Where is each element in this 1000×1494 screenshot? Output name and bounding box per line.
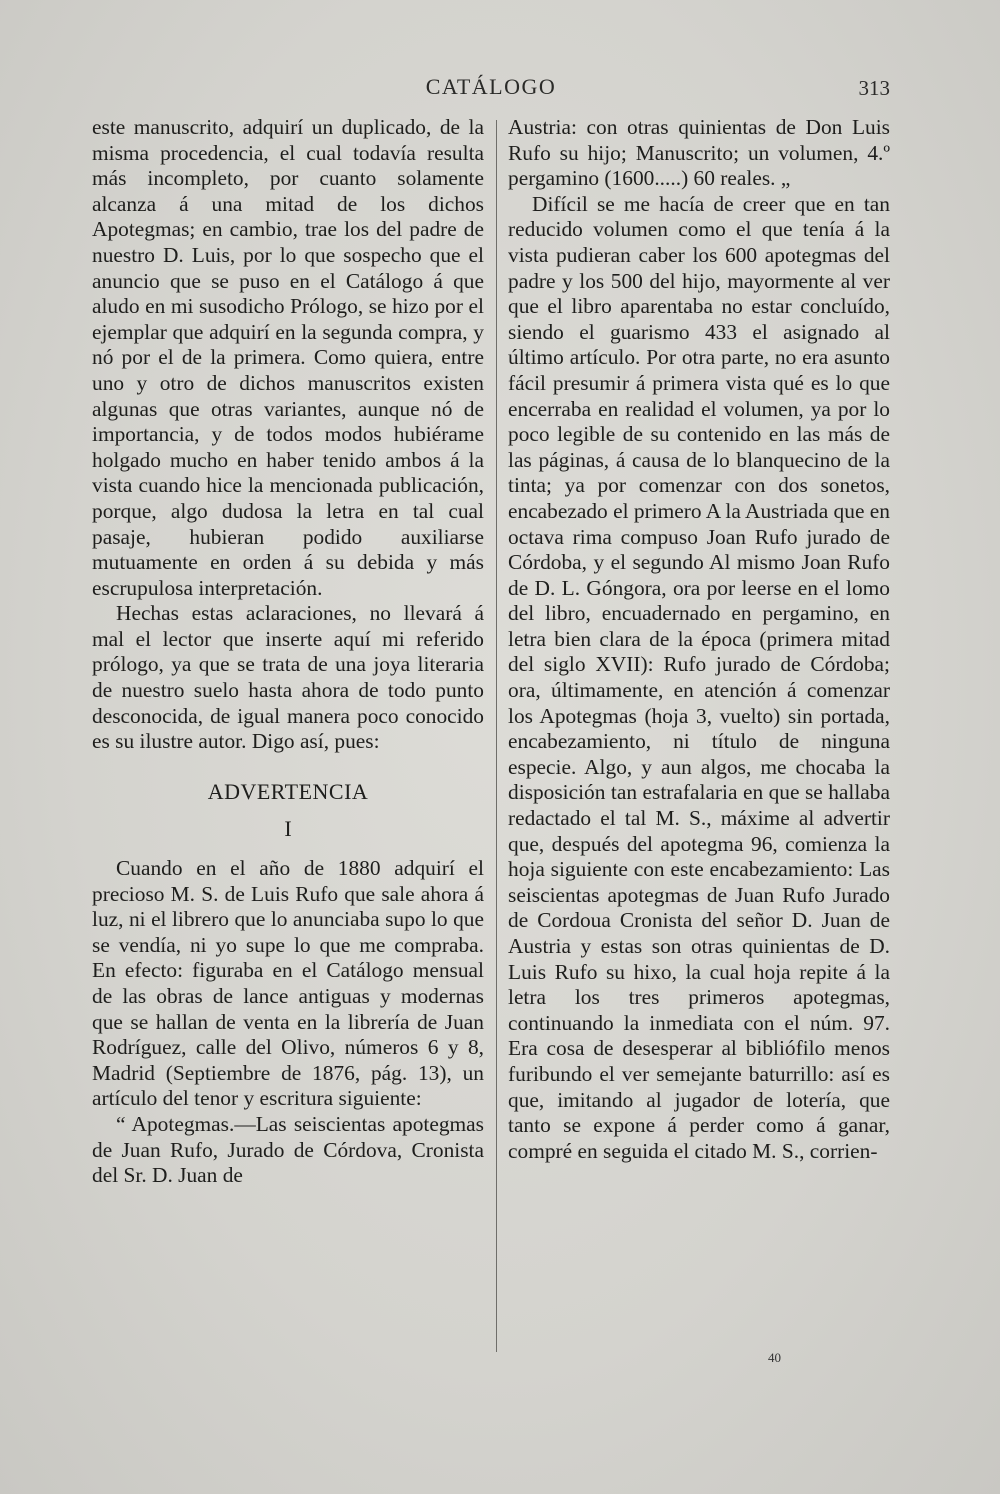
right-column [508, 115, 890, 1164]
paragraph: Cuando en el año de 1880 adquirí el precioso M. S. de Luis Rufo que sale ahora á luz, ni el librero que lo anunciaba supo lo que se vendía, ni yo supe lo que me compraba. En efecto: figuraba en el Catálogo mensual de las obras de lance antiguas y modernas que se hallan de venta en la librería de Juan Rodríguez, calle del Olivo, números 6 y 8, Madrid (Septiembre de 1876, pág. 13), un artículo del tenor y escritura siguiente: [92, 856, 484, 1111]
section-number: I [284, 816, 292, 842]
signature-mark: 40 [768, 1350, 781, 1365]
page-header [92, 74, 890, 104]
paragraph: Hechas estas aclaraciones, no llevará á mal el lector que inserte aquí mi referido prólogo, ya que se trata de una joya literaria de nuestro suelo hasta ahora de todo punto desconocida, de igual manera poco conocido es su ilustre autor. Digo así, pues: [92, 601, 484, 754]
page-number: 313 [858, 76, 890, 100]
section-heading: ADVERTENCIA [207, 778, 369, 804]
paragraph: Difícil se me hacía de creer que en tan reducido volumen como el que tenía á la vista pudieran caber los 600 apotegmas del padre y los 500 del hijo, mayormente al ver que el libro aparentaba no estar concluído, siendo el guarismo 433 el asignado al último artículo. Por otra parte, no era asunto fácil presumir á primera vista qué es lo que encerraba en realidad el volumen, ya por lo poco legible de su contenido en las más de las páginas, á causa de lo blanquecino de la tinta; ya por comenzar con dos sonetos, encabezado el primero A la Austriada que en octava rima compuso Joan Rufo jurado de Córdoba, y el segundo Al mismo Joan Rufo de D. L. Góngora, ora por leerse en el lomo del libro, encuadernado en pergamino, en letra bien clara de la época (primera mitad del siglo XVII): Rufo jurado de Córdoba; ora, últimamente, en atención á comenzar los Apotegmas (hoja 3, vuelto) sin portada, encabezamiento, ni título de ninguna especie. Algo, y aun algos, me chocaba la disposición tan estrafalaria en que se hallaba redactado el tal M. S., máxime al advertir que, después del apotegma 96, comienza la hoja siguiente con este encabezamiento: Las seiscientas apotegmas de Juan Rufo Jurado de Cordoua Cronista del señor D. Juan de Austria y estas son otras quinientas de D. Luis Rufo su hixo, la cual hoja repite á la letra los tres primeros apotegmas, continuando la inmediata con el núm. 97. Era cosa de desesperar al bibliófilo menos furibundo el ver semejante baturrillo: así es que, imitando al jugador de lotería, que tanto se expone á perder como á ganar, compré en seguida el citado M. S., corrien- [508, 191, 890, 1163]
left-column [92, 115, 484, 1189]
column-divider [496, 120, 497, 1352]
quotation-continuation: Austria: con otras quinientas de Don Luis Rufo su hijo; Manuscrito; un volumen, 4.º pergamino (1600.....) 60 reales. „ [508, 115, 890, 191]
running-head: CATÁLOGO [425, 74, 557, 99]
paragraph: este manuscrito, adquirí un duplicado, de la misma procedencia, el cual todavía resulta más incompleto, por cuanto solamente alcanza á una mitad de los dichos Apotegmas; en cambio, trae los del padre de nuestro D. Luis, por lo que sospecho que el anuncio que se puso en el Catálogo á que aludo en mi susodicho Prólogo, se hizo por el ejemplar que adquirí en la segunda compra, y nó por el de la primera. Como quiera, entre uno y otro de dichos manuscritos existen algunas que otras variantes, aunque nó de importancia, y de todos modos hubiérame holgado mucho en haber tenido ambos á la vista cuando hice la mencionada publicación, porque, algo dudosa la letra en tal cual pasaje, hubieran podido auxiliarse mutuamente en orden á su debida y más escrupulosa interpretación. [92, 115, 484, 600]
quotation-paragraph: “ Apotegmas.—Las seiscientas apotegmas de Juan Rufo, Jurado de Córdova, Cronista del Sr. D. Juan de [92, 1111, 484, 1188]
